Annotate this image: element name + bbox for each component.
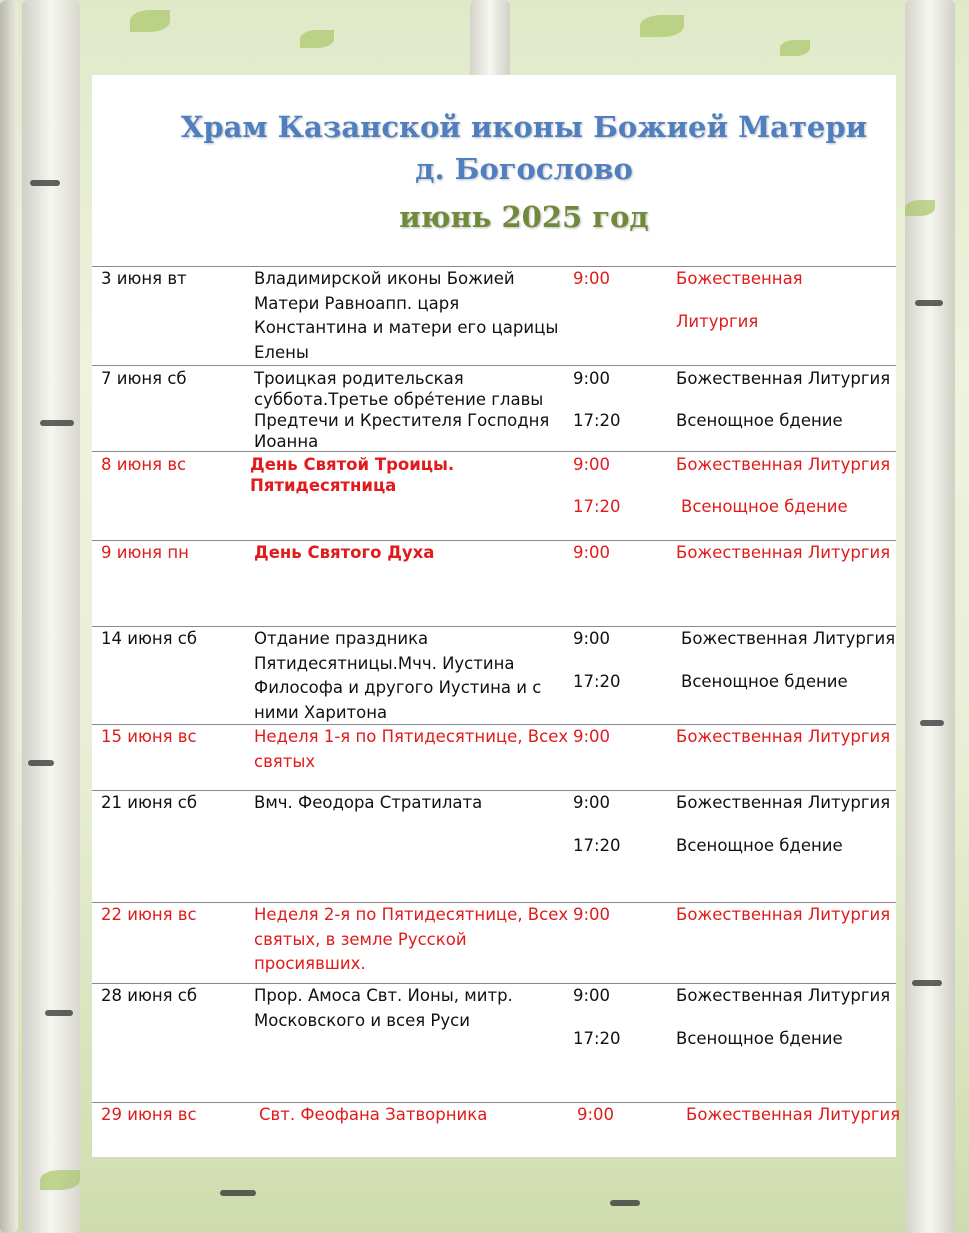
birch-trunk-left-2 bbox=[0, 0, 18, 1233]
row-time: 9:00 bbox=[577, 1105, 615, 1124]
row-time: 9:00 bbox=[573, 727, 611, 746]
row-date: 14 июня сб bbox=[101, 629, 198, 648]
birch-mark bbox=[30, 180, 60, 186]
schedule-row bbox=[92, 266, 896, 365]
row-description: Неделя 1-я по Пятидесятнице, Всех святых bbox=[254, 727, 569, 771]
row-time: 9:00 17:20 bbox=[573, 455, 621, 516]
row-date: 8 июня вс bbox=[101, 455, 187, 474]
row-description: День Святой Троицы. Пятидесятница bbox=[250, 455, 455, 495]
schedule-sheet bbox=[92, 75, 901, 1157]
row-date: 9 июня пн bbox=[101, 543, 189, 562]
row-description: Свт. Феофана Затворника bbox=[259, 1105, 488, 1124]
row-service: Божественная Литургия Всенощное бдение bbox=[676, 793, 891, 855]
birch-mark bbox=[220, 1190, 256, 1196]
row-service: Божественная Литургия bbox=[676, 905, 891, 924]
row-time: 9:00 17:20 bbox=[573, 986, 621, 1048]
row-time: 9:00 bbox=[573, 269, 611, 288]
birch-mark bbox=[28, 760, 54, 766]
birch-mark bbox=[610, 1200, 640, 1206]
birch-trunk-top-center bbox=[470, 0, 510, 80]
row-date: 7 июня сб bbox=[101, 369, 187, 388]
row-description: День Святого Духа bbox=[254, 543, 435, 562]
row-time: 9:00 17:20 bbox=[573, 793, 621, 855]
schedule-row bbox=[92, 540, 896, 626]
row-description: Владимирской иконы Божией Матери Равноапп. царя Константина и матери его царицы Елены bbox=[254, 269, 559, 362]
row-time: 9:00 17:20 bbox=[573, 629, 621, 691]
birch-mark bbox=[915, 300, 943, 306]
village-name: д. Богослово bbox=[415, 152, 633, 186]
row-description: Прор. Амоса Свт. Ионы, митр. Московского и всея Руси bbox=[254, 986, 513, 1030]
row-date: 29 июня вс bbox=[101, 1105, 197, 1124]
leaf bbox=[780, 40, 810, 56]
schedule-row bbox=[92, 626, 896, 724]
birch-mark bbox=[40, 420, 74, 426]
church-name: Храм Казанской иконы Божией Матери bbox=[180, 110, 868, 144]
schedule-row bbox=[92, 790, 896, 902]
birch-mark bbox=[912, 980, 942, 986]
birch-mark bbox=[45, 1010, 73, 1016]
row-date: 28 июня сб bbox=[101, 986, 198, 1005]
schedule-row bbox=[92, 1102, 901, 1158]
schedule-row bbox=[92, 983, 896, 1102]
leaf bbox=[640, 15, 684, 37]
schedule-row bbox=[92, 365, 896, 451]
row-date: 3 июня вт bbox=[101, 269, 187, 288]
leaf bbox=[300, 30, 334, 48]
row-description: Отдание праздника Пятидесятницы.Мчч. Иустина Философа и другого Иустина и с ними Харитона bbox=[254, 629, 542, 722]
row-time: 9:00 bbox=[573, 905, 611, 924]
leaf bbox=[130, 10, 170, 32]
birch-mark bbox=[920, 720, 944, 726]
row-description: Вмч. Феодора Стратилата bbox=[254, 793, 483, 812]
row-time: 9:00 17:20 bbox=[573, 369, 621, 430]
schedule-row bbox=[92, 902, 896, 983]
row-time: 9:00 bbox=[573, 543, 611, 562]
row-service: Божественная Литургия bbox=[676, 269, 803, 331]
row-description: Троицкая родительская суббота.Третье обре́тение главы Предтечи и Крестителя Господня Иоанна bbox=[254, 369, 550, 451]
row-service: Божественная Литургия bbox=[686, 1105, 901, 1124]
row-service: Божественная Литургия bbox=[676, 727, 891, 746]
row-date: 15 июня вс bbox=[101, 727, 197, 746]
row-service: Божественная Литургия Всенощное бдение bbox=[676, 369, 891, 430]
row-service: Божественная Литургия Всенощное бдение bbox=[676, 986, 891, 1048]
schedule-row bbox=[92, 724, 896, 790]
leaf bbox=[40, 1170, 80, 1190]
row-date: 21 июня сб bbox=[101, 793, 198, 812]
row-description: Неделя 2-я по Пятидесятнице, Всех святых, в земле Русской просиявших. bbox=[254, 905, 569, 973]
row-date: 22 июня вс bbox=[101, 905, 197, 924]
row-service: Божественная Литургия bbox=[676, 543, 891, 562]
row-service: Божественная Литургия Всенощное бдение bbox=[676, 455, 891, 516]
schedule-row bbox=[92, 451, 896, 541]
month-title: июнь 2025 год bbox=[399, 200, 649, 234]
row-service: Божественная Литургия Всенощное бдение bbox=[681, 629, 896, 691]
